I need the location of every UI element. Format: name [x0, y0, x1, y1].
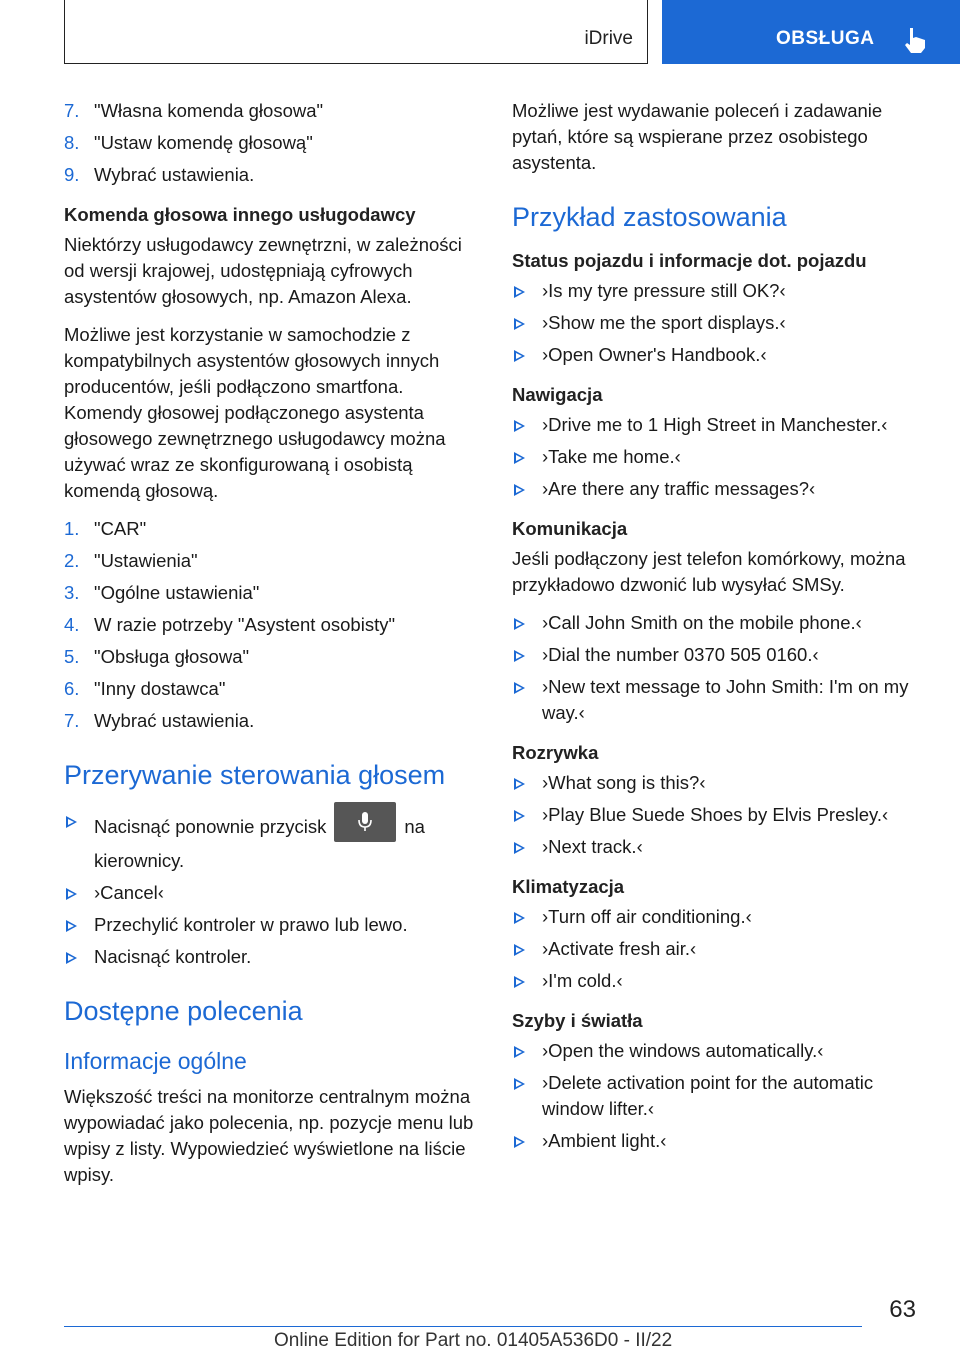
interrupt-list	[64, 808, 478, 970]
list-item: ›Take me home.‹	[512, 444, 916, 470]
paragraph: Większość treści na monitorze centralnym można wypowiadać jako polecenia, np. pozycje menu lub wpisy z listy. Wypowiedzieć wyświetlone na liście wpisy.	[64, 1086, 474, 1185]
list-item: 5. "Obsługa głosowa"	[64, 646, 250, 667]
list-item: ›Call John Smith on the mobile phone.‹	[512, 610, 916, 636]
list-item: ›I'm cold.‹	[512, 968, 916, 994]
triangle-bullet-icon	[514, 842, 525, 854]
list-item: ›New text message to John Smith: I'm on my way.‹	[512, 674, 916, 726]
triangle-bullet-icon	[514, 420, 525, 432]
triangle-bullet-icon	[514, 484, 525, 496]
list-item: ›Ambient light.‹	[512, 1128, 916, 1154]
list-item: ›Cancel‹	[64, 880, 478, 906]
list-item: ›Open the windows automatically.‹	[512, 1038, 916, 1064]
windows-list	[512, 1038, 916, 1154]
status-list	[512, 278, 916, 368]
right-column	[512, 98, 916, 1166]
triangle-bullet-icon	[514, 944, 525, 956]
heading-interrupt: Przerywanie sterowania głosem	[64, 760, 446, 790]
heading-example: Przykład zastosowania	[512, 202, 787, 232]
entertainment-list	[512, 770, 916, 860]
subheading-climate: Klimatyzacja	[512, 876, 625, 897]
list-item: 4. W razie potrzeby "Asystent osobisty"	[64, 614, 396, 635]
footer-divider	[64, 1326, 862, 1327]
list-item: ›Are there any traffic messages?‹	[512, 476, 916, 502]
left-column	[64, 98, 478, 1200]
list-item: 7. "Własna komenda głosowa"	[64, 100, 324, 121]
triangle-bullet-icon	[514, 912, 525, 924]
list-item: Przechylić kontroler w prawo lub lewo.	[64, 912, 478, 938]
list-item: ›Is my tyre pressure still OK?‹	[512, 278, 916, 304]
triangle-bullet-icon	[66, 888, 77, 900]
heading-available-commands: Dostępne polecenia	[64, 996, 303, 1026]
footer-edition: Online Edition for Part no. 01405A536D0 - II/22	[274, 1330, 673, 1351]
subheading-windows-lights: Szyby i światła	[512, 1010, 643, 1031]
list-item: ›Next track.‹	[512, 834, 916, 860]
triangle-bullet-icon	[514, 810, 525, 822]
climate-list	[512, 904, 916, 994]
triangle-bullet-icon	[514, 618, 525, 630]
header-chapter-title: OBSŁUGA	[776, 28, 875, 49]
list-item: ›Turn off air conditioning.‹	[512, 904, 916, 930]
triangle-bullet-icon	[514, 682, 525, 694]
triangle-bullet-icon	[514, 650, 525, 662]
list-item: ›Drive me to 1 High Street in Manchester.‹	[512, 412, 916, 438]
list-item: ›Play Blue Suede Shoes by Elvis Presley.‹	[512, 802, 916, 828]
subheading-third-party: Komenda głosowa innego usługodawcy	[64, 204, 416, 225]
triangle-bullet-icon	[514, 1136, 525, 1148]
list-item: ›Activate fresh air.‹	[512, 936, 916, 962]
subheading-entertainment: Rozrywka	[512, 742, 599, 763]
list-item: 2. "Ustawienia"	[64, 550, 198, 571]
list-item: ›Delete activation point for the automatic window lifter.‹	[512, 1070, 916, 1122]
triangle-bullet-icon	[514, 778, 525, 790]
microphone-icon	[334, 802, 396, 842]
heading-general-info: Informacje ogólne	[64, 1048, 247, 1074]
navigation-list	[512, 412, 916, 502]
triangle-bullet-icon	[514, 1078, 525, 1090]
triangle-bullet-icon	[66, 920, 77, 932]
list-item: 8. "Ustaw komendę głosową"	[64, 132, 313, 153]
list-item: Nacisnąć ponownie przycisk na kierownicy.	[64, 808, 478, 874]
list-item: 1. "CAR"	[64, 518, 147, 539]
triangle-bullet-icon	[514, 286, 525, 298]
page-number: 63	[889, 1296, 916, 1323]
triangle-bullet-icon	[66, 816, 77, 828]
list-item: ›Open Owner's Handbook.‹	[512, 342, 916, 368]
list-item: ›Show me the sport displays.‹	[512, 310, 916, 336]
list-item: ›Dial the number 0370 505 0160.‹	[512, 642, 916, 668]
list-item: 9. Wybrać ustawienia.	[64, 164, 255, 185]
subheading-communication: Komunikacja	[512, 518, 628, 539]
communication-list	[512, 610, 916, 726]
list-item: Nacisnąć kontroler.	[64, 944, 478, 970]
triangle-bullet-icon	[514, 452, 525, 464]
triangle-bullet-icon	[514, 976, 525, 988]
paragraph: Niektórzy usługodawcy zewnętrzni, w zależności od wersji krajowej, udostępniają cyfrowych asystentów głosowych, np. Amazon Alexa.	[64, 234, 462, 307]
triangle-bullet-icon	[66, 952, 77, 964]
header-section-box	[64, 0, 648, 64]
list-item: 6. "Inny dostawca"	[64, 678, 226, 699]
steps-list-b	[64, 516, 478, 734]
triangle-bullet-icon	[514, 318, 525, 330]
list-item: ›What song is this?‹	[512, 770, 916, 796]
subheading-vehicle-status: Status pojazdu i informacje dot. pojazdu	[512, 250, 867, 271]
paragraph: Jeśli podłączony jest telefon komórkowy, można przykładowo dzwonić lub wysyłać SMSy.	[512, 548, 906, 595]
list-item: 7. Wybrać ustawienia.	[64, 710, 255, 731]
paragraph: Możliwe jest korzystanie w samochodzie z kompatybilnych asystentów głosowych innych producentów, jeśli podłączono smartfona. Komendy głosowej podłączonego asystenta głosowego zewnętrznego usługodawcy można używać wraz ze skonfigurowaną i osobistą komendą głosową.	[64, 324, 446, 501]
triangle-bullet-icon	[514, 1046, 525, 1058]
paragraph: Możliwe jest wydawanie poleceń i zadawanie pytań, które są wspierane przez osobistego asystenta.	[512, 100, 883, 173]
list-item: 3. "Ogólne ustawienia"	[64, 582, 260, 603]
header-chapter-box	[662, 0, 960, 64]
triangle-bullet-icon	[514, 350, 525, 362]
hand-pointer-icon	[902, 26, 928, 54]
subheading-navigation: Nawigacja	[512, 384, 603, 405]
header-section-title: iDrive	[584, 28, 633, 49]
steps-list-a	[64, 98, 478, 188]
